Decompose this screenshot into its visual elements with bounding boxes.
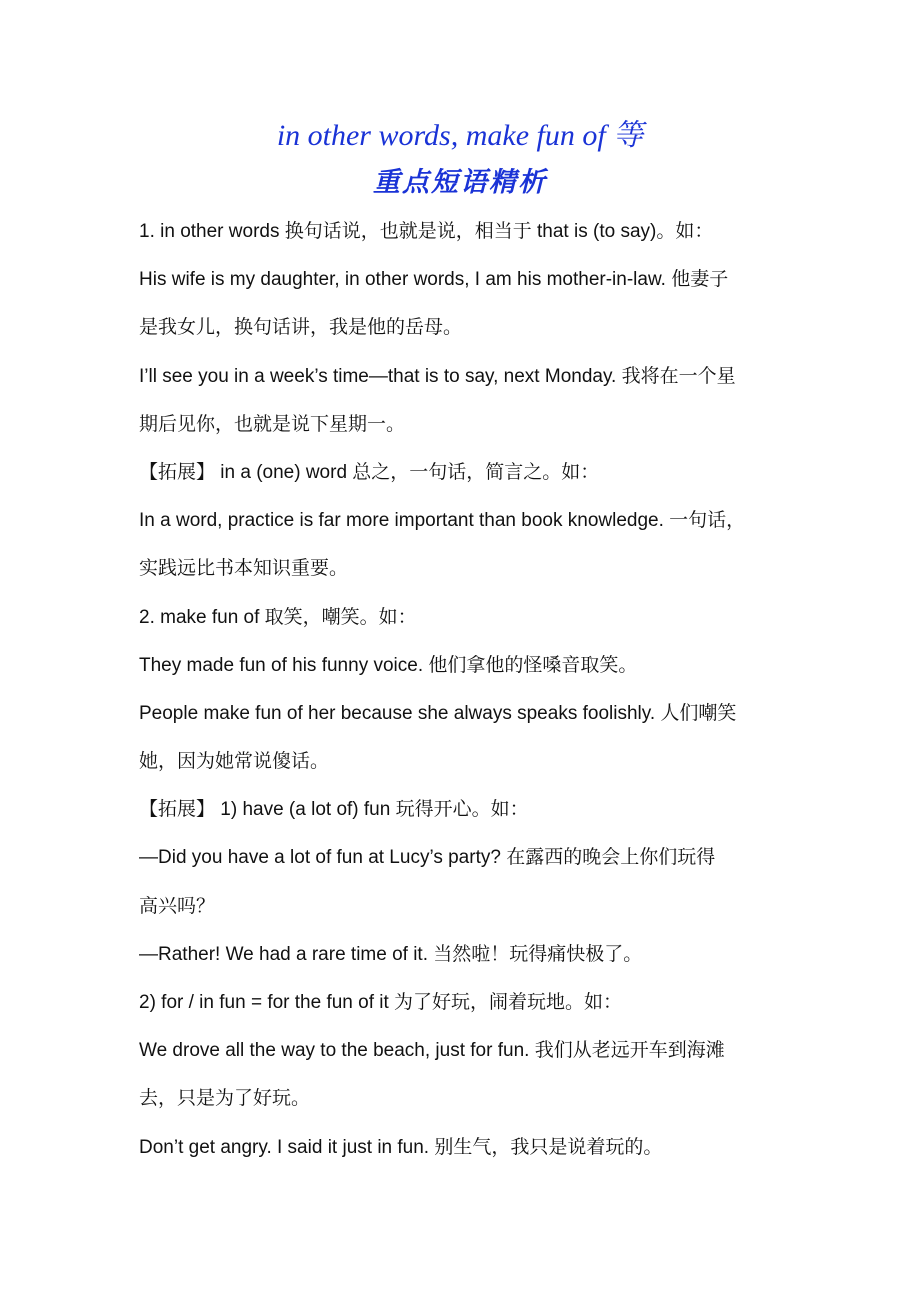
text-line: 高兴吗？: [139, 895, 216, 917]
title-chinese: 重点短语精析: [373, 167, 547, 198]
text-line: 她，因为她常说傻话。: [139, 751, 330, 773]
text-line: In a word, practice is far more important than book knowledge. 一句话，: [139, 510, 746, 532]
text-line: 实践远比书本知识重要。: [139, 558, 349, 580]
text-line: I’ll see you in a week’s time—that is to say, next Monday. 我将在一个星: [139, 365, 736, 387]
text-line: 是我女儿，换句话讲，我是他的岳母。: [139, 317, 463, 339]
text-line: They made fun of his funny voice. 他们拿他的怪嗓音取笑。: [139, 654, 638, 676]
text-line: We drove all the way to the beach, just for fun. 我们从老远开车到海滩: [139, 1040, 725, 1062]
text-line: 【拓展】 in a (one) word 总之，一句话，简言之。如：: [139, 461, 600, 483]
text-line: 去，只是为了好玩。: [139, 1088, 311, 1110]
text-line: Don’t get angry. I said it just in fun. 别生气，我只是说着玩的。: [139, 1136, 663, 1158]
text-line: People make fun of her because she always speaks foolishly. 人们嘲笑: [139, 702, 737, 724]
title-english: in other words, make fun of 等: [276, 119, 644, 152]
text-line: 2. make fun of 取笑，嘲笑。如：: [139, 606, 417, 628]
text-line: 2) for / in fun = for the fun of it 为了好玩，闹着玩地。如：: [139, 992, 623, 1013]
text-line: 期后见你，也就是说下星期一。: [139, 413, 406, 435]
text-line: —Did you have a lot of fun at Lucy’s party? 在露西的晚会上你们玩得: [139, 847, 716, 869]
text-line: —Rather! We had a rare time of it. 当然啦！玩得痛快极了。: [139, 943, 643, 965]
text-line: 1. in other words 换句话说，也就是说，相当于 that is (to say)。如：: [139, 221, 714, 242]
text-line: 【拓展】 1) have (a lot of) fun 玩得开心。如：: [139, 799, 529, 821]
document-body: [139, 208, 789, 1172]
text-line: His wife is my daughter, in other words, I am his mother-in-law. 他妻子: [139, 269, 729, 291]
